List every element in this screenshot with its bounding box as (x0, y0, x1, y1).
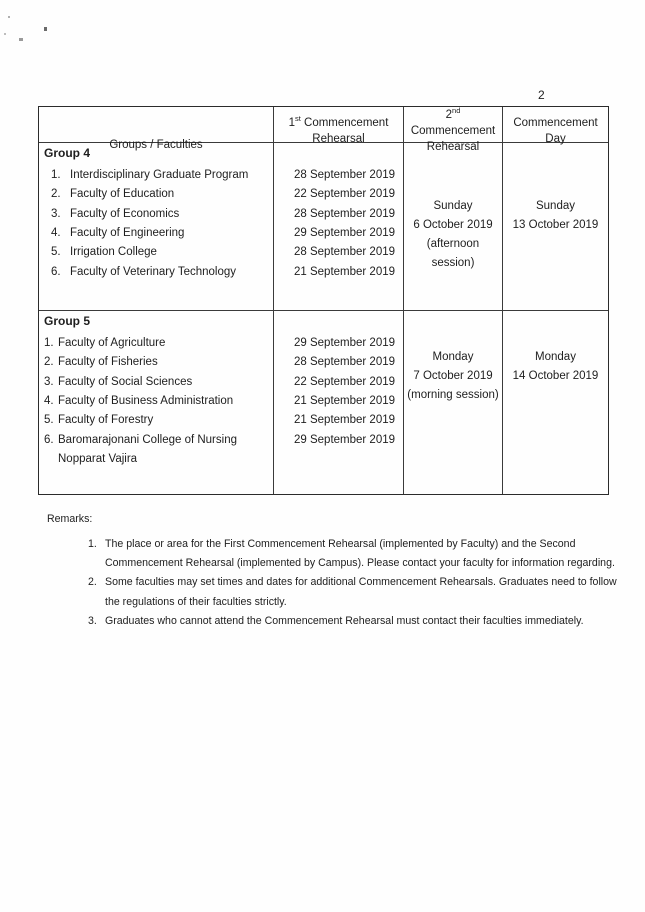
rehearsal-date: 28 September 2019 (294, 169, 396, 181)
faculty-number: 5. (44, 414, 54, 427)
faculty-name: Interdisciplinary Graduate Program (70, 169, 249, 181)
commencement-day-date: 13 October 2019 (512, 219, 599, 231)
faculty-item (51, 185, 273, 204)
group-5-faculties-cell (39, 311, 274, 494)
faculty-item (44, 411, 273, 430)
faculty-name: Faculty of Social Sciences (58, 375, 193, 388)
page-number: 2 (538, 88, 545, 102)
faculty-number: 5. (51, 246, 61, 259)
header-line: Rehearsal (426, 141, 480, 153)
rehearsal-date: 29 September 2019 (294, 433, 396, 446)
scan-speck (4, 33, 6, 35)
faculty-name: Faculty of Economics (70, 207, 180, 220)
remark-number: 1. (88, 538, 97, 550)
group-4-commencement-day-cell (503, 143, 608, 310)
commencement-day-name: Sunday (535, 200, 575, 212)
rehearsal-date: 22 September 2019 (294, 188, 396, 201)
remark-line: Commencement Rehearsal (implemented by Campus). Please contact your faculty for information regarding. (105, 557, 615, 570)
faculty-item (51, 243, 273, 262)
faculty-name: Faculty of Business Administration (58, 395, 234, 408)
remark-text (105, 612, 584, 631)
ordinal-number: 1 (288, 117, 295, 129)
remark-text (105, 573, 617, 611)
rehearsal-date: 21 September 2019 (294, 395, 396, 408)
remark-text (105, 535, 615, 573)
group-5-row (39, 311, 608, 494)
remark-line: Graduates who cannot attend the Commencement Rehearsal must contact their faculties immediately. (105, 614, 584, 627)
rehearsal-date: 7 October 2019 (413, 370, 493, 382)
remark-line: Some faculties may set times and dates for additional Commencement Rehearsals. Graduates need to follow (105, 576, 617, 589)
faculty-number: 3. (44, 375, 54, 388)
faculty-name: Baromarajonani College of Nursing (58, 433, 237, 446)
faculty-name: Faculty of Veterinary Technology (70, 265, 236, 278)
rehearsal-date: 28 September 2019 (294, 207, 396, 220)
rehearsal-date: 22 September 2019 (294, 375, 396, 388)
faculty-item (51, 166, 273, 185)
faculty-list (51, 166, 273, 282)
remark-number: 3. (88, 614, 97, 627)
faculty-number: 2. (44, 356, 54, 369)
rehearsal-date: 21 September 2019 (294, 265, 396, 278)
remark-item (88, 612, 617, 631)
faculty-name-line2: Nopparat Vajira (58, 453, 138, 466)
faculty-number: 6. (44, 433, 54, 446)
remarks-label: Remarks: (47, 513, 93, 525)
rehearsal-date: 21 September 2019 (294, 414, 396, 427)
header-line: Day (545, 133, 566, 145)
faculty-name: Faculty of Agriculture (58, 337, 166, 349)
rehearsal-date: 28 September 2019 (294, 246, 396, 259)
faculty-name: Faculty of Education (70, 188, 175, 201)
faculty-name: Faculty of Forestry (58, 414, 154, 427)
remark-number: 2. (88, 576, 97, 589)
remarks-list (88, 526, 617, 631)
rehearsal-session: (morning session) (407, 389, 499, 401)
group-4-row (39, 143, 608, 311)
remark-item (88, 573, 617, 611)
remark-line: The place or area for the First Commencement Rehearsal (implemented by Faculty) and the Second (105, 538, 576, 550)
ordinal-suffix: nd (452, 106, 461, 116)
group-5-first-rehearsal-dates (274, 311, 404, 494)
rehearsal-date: 29 September 2019 (294, 337, 396, 349)
faculty-number: 6. (51, 265, 61, 278)
group-name: Group 5 (44, 314, 91, 328)
faculty-item (44, 353, 273, 372)
header-groups-faculties: Groups / Faculties (39, 107, 274, 155)
group-4-first-rehearsal-dates (274, 143, 404, 310)
faculty-number: 4. (44, 395, 54, 408)
commencement-day-name: Monday (535, 351, 576, 363)
ordinal-suffix: st (294, 114, 301, 124)
header-line (289, 115, 389, 131)
rehearsal-date: 28 September 2019 (294, 356, 396, 369)
group-5-commencement-day-cell (503, 311, 608, 494)
header-line: Rehearsal (312, 133, 365, 145)
header-word: Commencement (304, 117, 389, 129)
faculty-item (51, 263, 273, 282)
commencement-schedule-table (38, 106, 609, 495)
header-line: Commencement (513, 117, 598, 129)
remark-line: the regulations of their faculties strictly. (105, 595, 287, 608)
rehearsal-day: Monday (432, 351, 474, 363)
faculty-name: Irrigation College (70, 246, 157, 259)
scan-speck (8, 16, 10, 18)
faculty-item (44, 334, 273, 353)
header-word: Commencement (410, 125, 496, 137)
group-4-faculties-cell (39, 143, 274, 310)
rehearsal-date: 29 September 2019 (294, 227, 396, 240)
faculty-item (44, 373, 273, 392)
faculty-item (44, 392, 273, 411)
faculty-item (51, 205, 273, 224)
faculty-number: 1. (51, 169, 61, 181)
remarks-section (47, 512, 617, 631)
scan-speck (19, 38, 23, 41)
faculty-item (51, 224, 273, 243)
faculty-list (44, 334, 273, 469)
faculty-name: Faculty of Fisheries (58, 356, 158, 369)
rehearsal-session: (afternoon session) (426, 238, 480, 269)
rehearsal-date: 6 October 2019 (413, 219, 493, 231)
remark-item (88, 535, 617, 573)
ordinal-number: 2 (445, 109, 453, 121)
group-name: Group 4 (44, 146, 91, 160)
faculty-item (44, 431, 273, 450)
commencement-day-date: 14 October 2019 (512, 370, 599, 382)
faculty-number: 3. (51, 207, 61, 220)
faculty-number: 1. (44, 337, 54, 349)
rehearsal-day: Sunday (433, 200, 473, 212)
faculty-name: Faculty of Engineering (70, 227, 185, 240)
scan-speck (44, 27, 47, 31)
faculty-number: 2. (51, 188, 61, 201)
header-line (404, 107, 502, 139)
group-5-second-rehearsal-cell (404, 311, 503, 494)
group-4-second-rehearsal-cell (404, 143, 503, 310)
faculty-number: 4. (51, 227, 61, 240)
